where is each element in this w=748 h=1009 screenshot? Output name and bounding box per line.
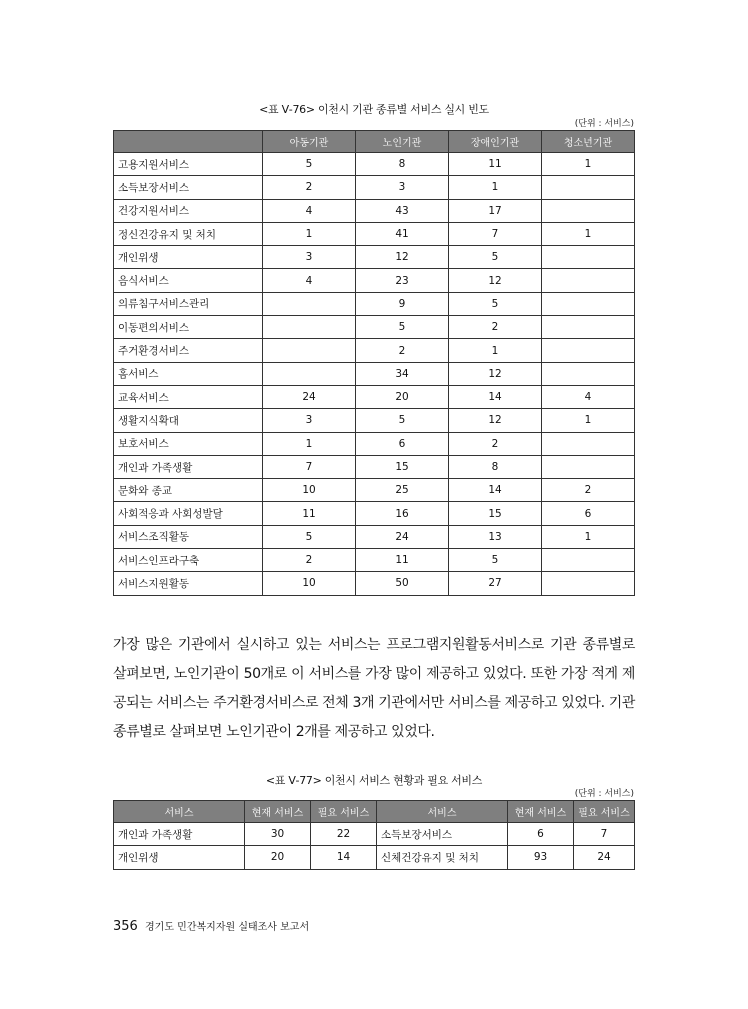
table-cell: 24: [356, 525, 449, 548]
table-cell: 3: [263, 409, 356, 432]
table-cell: 9: [356, 292, 449, 315]
table-cell: [542, 316, 635, 339]
table-cell: [542, 176, 635, 199]
page-number: 356: [113, 919, 138, 934]
table-cell: 5: [449, 246, 542, 269]
table-cell: 27: [449, 572, 542, 595]
table-cell: 14: [449, 479, 542, 502]
table-cell: 고용지원서비스: [114, 153, 263, 176]
table-cell: 22: [311, 823, 377, 846]
table77: [113, 800, 635, 870]
table-row: [114, 385, 635, 408]
table77-header-cell: 필요 서비스: [311, 801, 377, 823]
table-row: [114, 292, 635, 315]
table-cell: 홈서비스: [114, 362, 263, 385]
table-cell: 24: [263, 385, 356, 408]
table-cell: 11: [356, 549, 449, 572]
table-cell: 4: [263, 199, 356, 222]
table-cell: 5: [356, 409, 449, 432]
table-cell: 4: [263, 269, 356, 292]
table-cell: 2: [263, 176, 356, 199]
table-cell: 6: [508, 823, 574, 846]
table-cell: 7: [449, 222, 542, 245]
table-cell: 개인과 가족생활: [114, 455, 263, 478]
table-cell: 5: [263, 525, 356, 548]
table-cell: 7: [574, 823, 635, 846]
table-cell: 17: [449, 199, 542, 222]
table-cell: 소득보장서비스: [114, 176, 263, 199]
table-cell: 12: [449, 362, 542, 385]
table77-header-cell: 서비스: [114, 801, 245, 823]
table-cell: 개인위생: [114, 246, 263, 269]
table-cell: 50: [356, 572, 449, 595]
table-cell: 5: [356, 316, 449, 339]
table-cell: 개인과 가족생활: [114, 823, 245, 846]
report-title: 경기도 민간복지자원 실태조사 보고서: [145, 922, 310, 933]
table-cell: [542, 455, 635, 478]
table77-header-row: [114, 801, 635, 823]
table-row: [114, 269, 635, 292]
table-cell: 정신건강유지 및 처치: [114, 222, 263, 245]
table-cell: 5: [263, 153, 356, 176]
table-cell: [263, 292, 356, 315]
table77-header-cell: 필요 서비스: [574, 801, 635, 823]
table-cell: [542, 339, 635, 362]
table-cell: 15: [449, 502, 542, 525]
table-cell: 2: [449, 432, 542, 455]
table-row: [114, 479, 635, 502]
table-cell: 93: [508, 846, 574, 869]
table-row: [114, 502, 635, 525]
table-cell: 음식서비스: [114, 269, 263, 292]
table-cell: 1: [449, 176, 542, 199]
table-cell: 생활지식확대: [114, 409, 263, 432]
table-row: [114, 409, 635, 432]
table-cell: 6: [356, 432, 449, 455]
table-cell: [542, 432, 635, 455]
table-cell: 1: [449, 339, 542, 362]
table-cell: 1: [542, 153, 635, 176]
table-cell: 2: [356, 339, 449, 362]
table-cell: 서비스인프라구축: [114, 549, 263, 572]
table-cell: 7: [263, 455, 356, 478]
page-footer: [113, 918, 309, 934]
table-cell: 건강지원서비스: [114, 199, 263, 222]
table-cell: 25: [356, 479, 449, 502]
table-cell: [542, 572, 635, 595]
table77-header-cell: 서비스: [377, 801, 508, 823]
table-cell: 주거환경서비스: [114, 339, 263, 362]
table-row: [114, 222, 635, 245]
table-cell: 10: [263, 572, 356, 595]
table-cell: 6: [542, 502, 635, 525]
table-cell: 16: [356, 502, 449, 525]
table-cell: [542, 292, 635, 315]
table-cell: 8: [449, 455, 542, 478]
table76: [113, 130, 635, 596]
table-cell: 10: [263, 479, 356, 502]
table76-caption: <표 Ⅴ-76> 이천시 기관 종류별 서비스 실시 빈도: [259, 103, 489, 116]
table-cell: 30: [245, 823, 311, 846]
table-cell: 의류침구서비스관리: [114, 292, 263, 315]
table-cell: 이동편의서비스: [114, 316, 263, 339]
table76-header-cell: 청소년기관: [542, 131, 635, 153]
table-row: [114, 153, 635, 176]
table-cell: 20: [356, 385, 449, 408]
table-cell: 12: [449, 269, 542, 292]
table-cell: 3: [356, 176, 449, 199]
table-cell: 보호서비스: [114, 432, 263, 455]
table-cell: 1: [263, 222, 356, 245]
table76-header-cell: [114, 131, 263, 153]
table-cell: 24: [574, 846, 635, 869]
table77-unit: (단위 : 서비스): [574, 789, 634, 799]
table-cell: 사회적응과 사회성발달: [114, 502, 263, 525]
table-cell: [263, 362, 356, 385]
table76-header-cell: 아동기관: [263, 131, 356, 153]
table76-header-cell: 장애인기관: [449, 131, 542, 153]
table-cell: 20: [245, 846, 311, 869]
table-cell: 14: [449, 385, 542, 408]
table-cell: 11: [449, 153, 542, 176]
table-row: [114, 549, 635, 572]
table-cell: 1: [542, 525, 635, 548]
table77-header-cell: 현재 서비스: [245, 801, 311, 823]
table-row: [114, 572, 635, 595]
table-cell: [542, 199, 635, 222]
table-cell: [542, 362, 635, 385]
table-cell: 2: [263, 549, 356, 572]
table-cell: 2: [542, 479, 635, 502]
table-cell: 13: [449, 525, 542, 548]
table-row: [114, 199, 635, 222]
table-cell: 41: [356, 222, 449, 245]
table-cell: [263, 316, 356, 339]
table76-header-row: [114, 131, 635, 153]
table-row: [114, 339, 635, 362]
table-cell: 개인위생: [114, 846, 245, 869]
table-row: [114, 455, 635, 478]
table76-header-cell: 노인기관: [356, 131, 449, 153]
table-row: [114, 432, 635, 455]
table76-unit: (단위 : 서비스): [574, 119, 634, 129]
table-cell: 12: [449, 409, 542, 432]
table-cell: 3: [263, 246, 356, 269]
body-paragraph: 가장 많은 기관에서 실시하고 있는 서비스는 프로그램지원활동서비스로 기관 종류별로 살펴보면, 노인기관이 50개로 이 서비스를 가장 많이 제공하고 있었다. 또한 가장 적게 제공되는 서비스는 주거환경서비스로 전체 3개 기관에서만 서비스를 제공하고 있었다. 기관종류별로 살펴보면 노인기관이 2개를 제공하고 있었다.: [113, 637, 635, 740]
table-cell: 4: [542, 385, 635, 408]
table-cell: 5: [449, 292, 542, 315]
table-cell: 23: [356, 269, 449, 292]
table-row: [114, 525, 635, 548]
table-cell: 문화와 종교: [114, 479, 263, 502]
table-row: [114, 362, 635, 385]
table-cell: 43: [356, 199, 449, 222]
table-row: [114, 823, 635, 846]
table-cell: 교육서비스: [114, 385, 263, 408]
table-cell: 1: [542, 222, 635, 245]
table-cell: 5: [449, 549, 542, 572]
table-cell: [542, 246, 635, 269]
table-cell: 신체건강유지 및 처치: [377, 846, 508, 869]
table-row: [114, 316, 635, 339]
table-row: [114, 176, 635, 199]
table-row: [114, 246, 635, 269]
table-cell: 15: [356, 455, 449, 478]
table-cell: 11: [263, 502, 356, 525]
table-cell: 1: [542, 409, 635, 432]
table-cell: 소득보장서비스: [377, 823, 508, 846]
table-cell: 14: [311, 846, 377, 869]
table-cell: [542, 269, 635, 292]
table-cell: 12: [356, 246, 449, 269]
table-cell: 8: [356, 153, 449, 176]
table-cell: 서비스조직활동: [114, 525, 263, 548]
table-cell: [263, 339, 356, 362]
table77-header-cell: 현재 서비스: [508, 801, 574, 823]
table-cell: [542, 549, 635, 572]
table-cell: 2: [449, 316, 542, 339]
table-cell: 34: [356, 362, 449, 385]
table-row: [114, 846, 635, 869]
table77-caption: <표 Ⅴ-77> 이천시 서비스 현황과 필요 서비스: [265, 774, 483, 787]
table-cell: 서비스지원활동: [114, 572, 263, 595]
table-cell: 1: [263, 432, 356, 455]
